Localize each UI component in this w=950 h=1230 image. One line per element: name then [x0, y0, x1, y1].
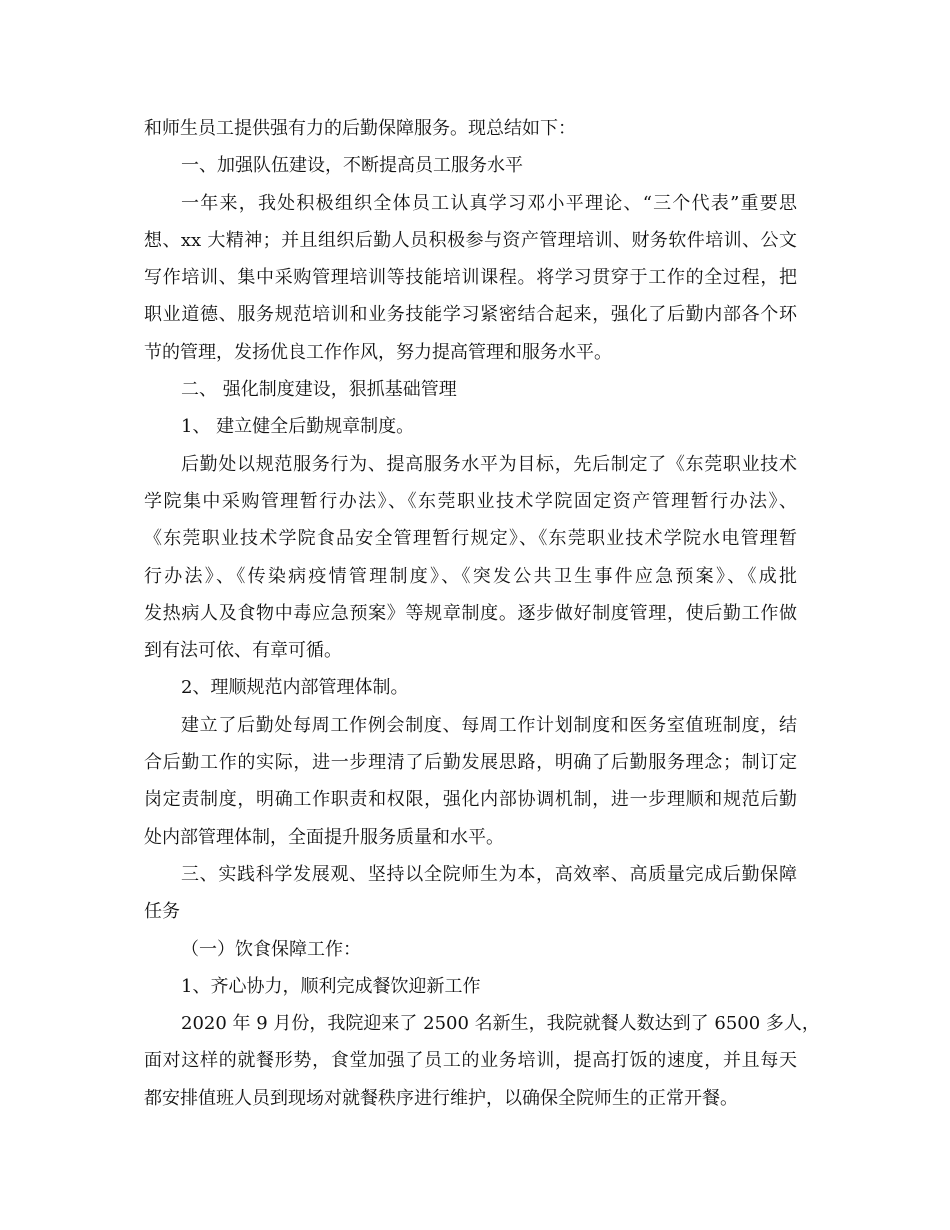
paragraph-line: 面对这样的就餐形势，食堂加强了员工的业务培训，提高打饭的速度，并且每天: [144, 1050, 797, 1072]
paragraph-line: 《东莞职业技术学院食品安全管理暂行规定》、《东莞职业技术学院水电管理暂: [144, 528, 797, 550]
paragraph-line: 处内部管理体制，全面提升服务质量和水平。: [144, 826, 504, 848]
paragraph-line: 岗定责制度，明确工作职责和权限，强化内部协调机制，进一步理顺和规范后勤: [144, 789, 797, 811]
paragraph-line: 后勤处以规范服务行为、提高服务水平为目标，先后制定了《东莞职业技术: [181, 453, 797, 475]
document-page: [144, 110, 820, 1117]
paragraph-line: 节的管理，发扬优良工作作风，努力提高管理和服务水平。: [144, 341, 612, 363]
paragraph-line: 一年来，我处积极组织全体员工认真学习邓小平理论、“三个代表”重要思: [181, 192, 797, 214]
paragraph-line: 行办法》、《传染病疫情管理制度》、《突发公共卫生事件应急预案》、《成批: [144, 565, 797, 587]
paragraph-line: 都安排值班人员到现场对就餐秩序进行维护，以确保全院师生的正常开餐。: [144, 1087, 738, 1109]
paragraph-line: 2020 年 9 月份，我院迎来了 2500 名新生，我院就餐人数达到了 6500 多人，: [181, 1013, 820, 1035]
subsection-heading: 1、齐心协力，顺利完成餐饮迎新工作: [181, 975, 481, 997]
paragraph-line: 职业道德、服务规范培训和业务技能学习紧密结合起来，强化了后勤内部各个环: [144, 304, 797, 326]
paragraph-line: 建立了后勤处每周工作例会制度、每周工作计划制度和医务室值班制度，结: [181, 714, 797, 736]
subsection-heading: 1、 建立健全后勤规章制度。: [181, 416, 415, 438]
paragraph-line: 发热病人及食物中毒应急预案》等规章制度。逐步做好制度管理，使后勤工作做: [144, 602, 797, 624]
paragraph-line: 想、xx 大精神；并且组织后勤人员积极参与资产管理培训、财务软件培训、公文: [144, 229, 797, 251]
section-heading: 三、实践科学发展观、坚持以全院师生为本，高效率、高质量完成后勤保障: [181, 863, 797, 885]
paragraph-line: 学院集中采购管理暂行办法》、《东莞职业技术学院固定资产管理暂行办法》、: [144, 490, 797, 512]
paragraph-line: 合后勤工作的实际，进一步理清了后勤发展思路，明确了后勤服务理念；制订定: [144, 752, 797, 774]
section-heading: 任务: [144, 901, 180, 923]
paragraph-line: 和师生员工提供强有力的后勤保障服务。现总结如下：: [144, 118, 576, 139]
paragraph-line: 到有法可依、有章可循。: [144, 640, 342, 662]
paragraph-line: 写作培训、集中采购管理培训等技能培训课程。将学习贯穿于工作的全过程，把: [144, 267, 797, 289]
subsection-heading: （一）饮食保障工作：: [181, 938, 361, 960]
section-heading: 一、加强队伍建设，不断提高员工服务水平: [181, 155, 523, 177]
subsection-heading: 2、理顺规范内部管理体制。: [181, 677, 409, 699]
section-heading: 二、 强化制度建设，狠抓基础管理: [181, 379, 457, 401]
